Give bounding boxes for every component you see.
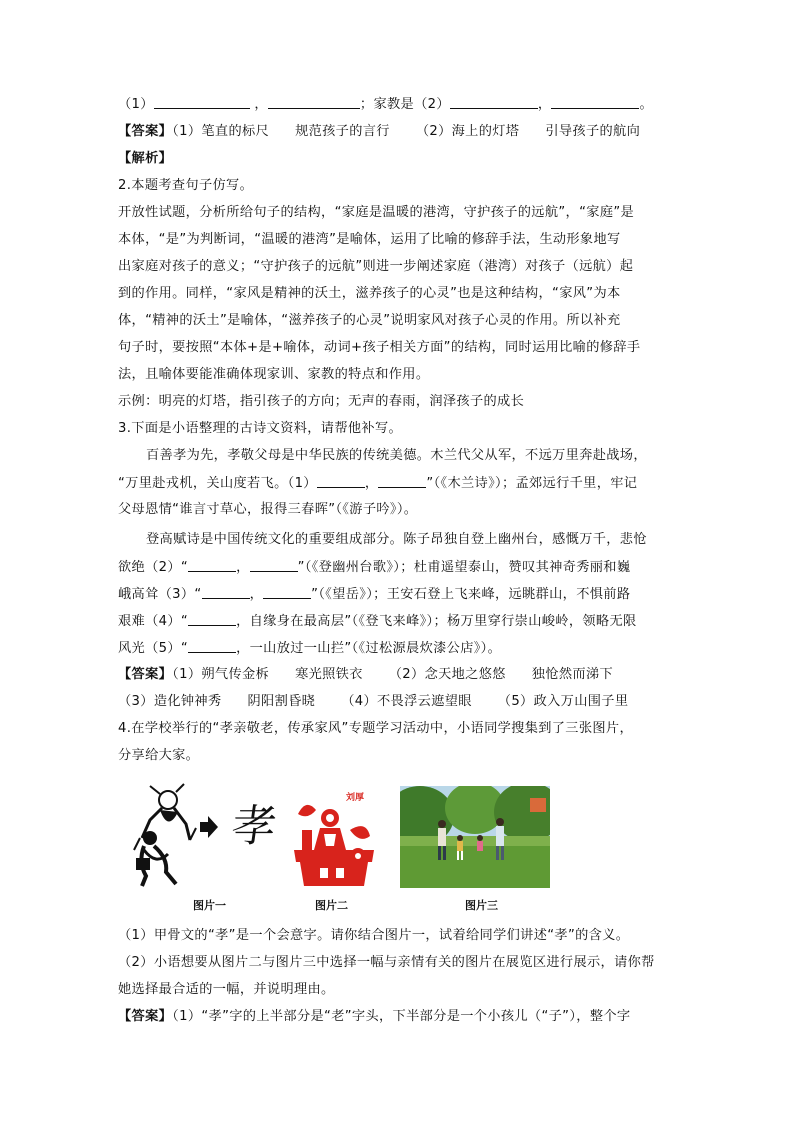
poem-paragraph-line: 风光（5）“ ，一山放过一山拦”（《过松源晨炊漆公店》）。 [118,638,680,659]
answer-tag: 【答案】 [118,667,173,682]
blank-field[interactable] [268,94,360,109]
answer-tag: 【答案】 [118,1009,173,1024]
blank-field[interactable] [450,94,538,109]
blank-field[interactable] [317,473,365,488]
answer-line: 【答案】（1）朔气传金柝 寒光照铁衣 （2）念天地之悠悠 独怆然而涕下 [118,667,614,682]
poem-paragraph-line: 百善孝为先，孝敬父母是中华民族的传统美德。木兰代父从军，不远万里奔赴战场， [146,448,647,463]
blank-field[interactable] [250,557,298,572]
analysis-paragraph-line: 开放性试题，分析所给句子的结构，“家庭是温暖的港湾，守护孩子的远航”，“家庭”是 [118,205,635,220]
poem-paragraph-line: 登高赋诗是中国传统文化的重要组成部分。陈子昂独自登上幽州台，感慨万千，悲怆 [146,532,647,547]
question-2-title: 2.本题考查句子仿写。 [118,178,254,193]
poem-paragraph-line: 峨高耸（3）“ ， ”（《望岳》）；王安石登上飞来峰，远眺群山，不惧前路 [118,584,680,605]
oracle-xiao-glyph: 孝 [228,801,280,852]
caption-picture-one: 图片一 [193,899,226,912]
picture-three-photo [400,786,550,888]
answer-line: 【答案】（1）“孝”字的上半部分是“老”字头，下半部分是一个小孩儿（“子”），整个字 [118,1009,631,1024]
answer-line: （3）造化钟神秀 阴阳割昏晓 （4）不畏浮云遮望眼 （5）政入万山围子里 [118,694,629,709]
answer-tag: 【答案】 [118,124,173,139]
analysis-paragraph-line: 本体，“是”为判断词，“温暖的港湾”是喻体，运用了比喻的修辞手法，生动形象地写 [118,232,621,247]
blank-label-1: （1） [118,97,154,112]
caption-picture-three: 图片三 [465,899,498,912]
blank-field[interactable] [154,94,250,109]
blank-field[interactable] [202,584,250,599]
analysis-tag: 【解析】 [118,151,173,166]
analysis-paragraph-line: 法，且喻体要能准确体现家训、家教的特点和作用。 [118,367,430,382]
papercut-illustration [290,790,378,888]
caption-picture-two: 图片二 [315,899,348,912]
blank-field[interactable] [551,94,639,109]
analysis-paragraph-line: 到的作用。同样，“家风是精神的沃土，滋养孩子的心灵”也是这种结构，“家风”为本 [118,286,621,301]
blank-field[interactable] [188,611,236,626]
poem-paragraph-line: 父母恩情“谁言寸草心，报得三春晖”（《游子吟》）。 [118,502,418,517]
example-answer: 示例：明亮的灯塔，指引孩子的方向；无声的春雨，润泽孩子的成长 [118,394,525,409]
blank-field[interactable] [188,638,236,653]
poem-paragraph-line: 欲绝（2）“ ， ”（《登幽州台歌》）；杜甫遥望泰山，赞叹其神奇秀丽和巍 [118,557,680,578]
sub-question-2-cont: 她选择最合适的一幅，并说明理由。 [118,982,335,997]
papercut-seal-text: 刘厚 [346,793,365,803]
blank-field[interactable] [188,557,236,572]
poem-paragraph-line: 艰难（4）“ ，自缘身在最高层”（《登飞来峰》）；杨万里穿行崇山峻岭，领略无限 [118,611,680,632]
family-park-photo [400,786,550,888]
question-4-title: 4.在学校举行的“孝亲敬老，传承家风”专题学习活动中，小语同学搜集到了三张图片， [118,721,633,736]
blank-field[interactable] [378,473,426,488]
fill-blank-line: （1） ， ；家教是（2） ， 。 [118,94,680,115]
analysis-paragraph-line: 出家庭对孩子的意义；“守护孩子的远航”则进一步阐述家庭（港湾）对孩子（远航）起 [118,259,634,274]
picture-two-papercut [290,790,378,888]
analysis-paragraph-line: 句子时，要按照“本体+是+喻体，动词+孩子相关方面”的结构，同时运用比喻的修辞手 [118,340,641,355]
blank-field[interactable] [263,584,311,599]
poem-paragraph-line: “万里赴戎机，关山度若飞。（1） ， ”（《木兰诗》）；孟郊远行千里，牢记 [118,473,680,494]
sub-question-2: （2）小语想要从图片二与图片三中选择一幅与亲情有关的图片在展览区进行展示，请你帮 [118,955,655,970]
question-4-intro: 分享给大家。 [118,748,200,763]
analysis-paragraph-line: 体，“精神的沃土”是喻体，“滋养孩子的心灵”说明家风对孩子心灵的作用。所以补充 [118,313,621,328]
question-3-title: 3.下面是小语整理的古诗文资料，请帮他补写。 [118,421,403,436]
answer-line: 【答案】（1）笔直的标尺 规范孩子的言行 （2）海上的灯塔 引导孩子的航向 [118,124,641,139]
sub-question-1: （1）甲骨文的“孝”是一个会意字。请你结合图片一，试着给同学们讲述“孝”的含义。 [118,928,630,943]
arrow-icon [200,816,218,838]
